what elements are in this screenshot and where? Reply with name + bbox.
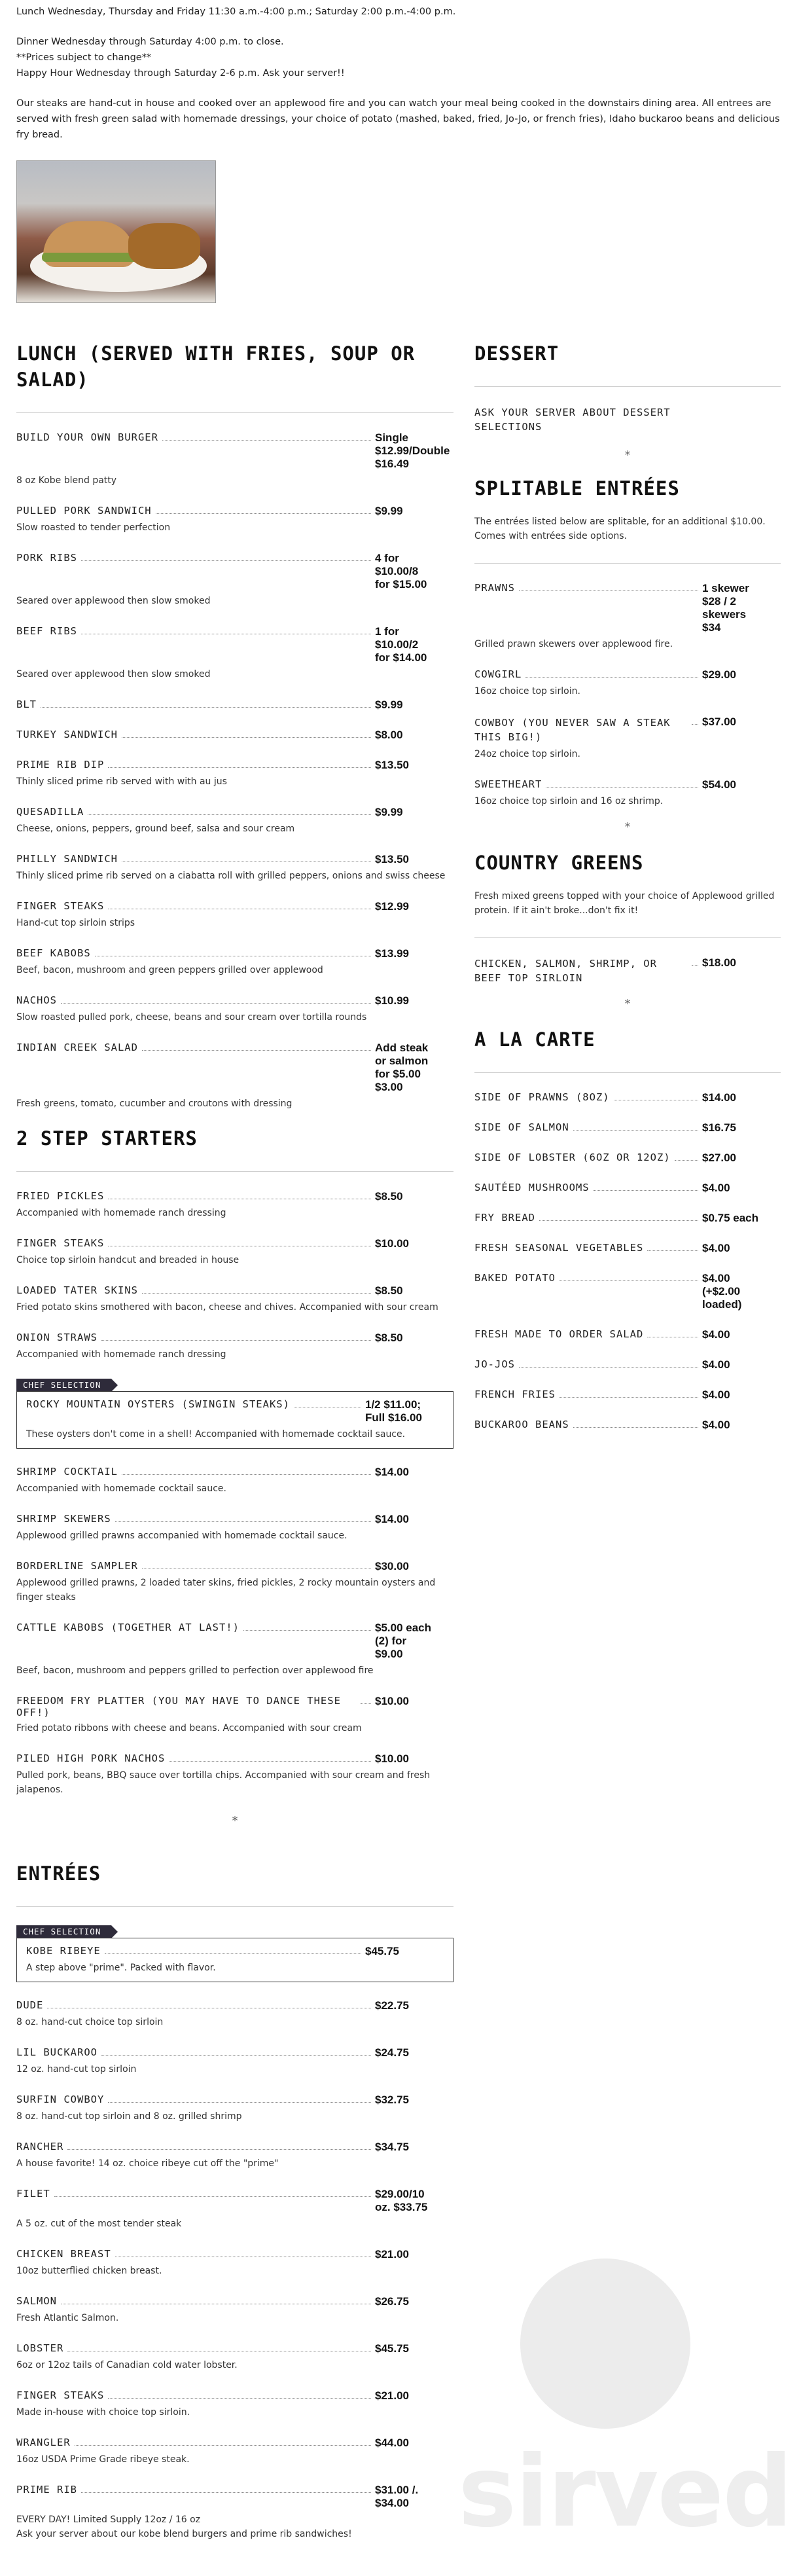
item-description: Choice top sirloin handcut and breaded in house xyxy=(16,1255,240,1265)
menu-item xyxy=(474,778,781,808)
menu-item xyxy=(16,806,453,836)
dessert-list xyxy=(474,405,781,434)
splitable-list xyxy=(474,582,781,808)
item-price: $5.00 each (2) for $9.00 xyxy=(375,1622,432,1660)
menu-item xyxy=(26,1398,444,1442)
dot-leader xyxy=(108,2389,371,2399)
dot-leader xyxy=(122,853,371,862)
dot-leader xyxy=(594,1182,698,1191)
item-description: Accompanied with homemade ranch dressing xyxy=(16,1208,226,1218)
item-description: These oysters don't come in a shell! Accompanied with homemade cocktail sauce. xyxy=(26,1429,406,1440)
item-name: BEEF KABOBS xyxy=(16,947,91,959)
item-price: 1/2 $11.00; Full $16.00 xyxy=(365,1398,422,1424)
item-name: ASK YOUR SERVER ABOUT DESSERT SELECTIONS xyxy=(474,407,671,433)
item-price: $32.75 xyxy=(375,2094,409,2106)
dot-leader xyxy=(108,900,371,909)
item-price: $14.00 xyxy=(375,1513,409,1525)
item-name: FRIED PICKLES xyxy=(16,1190,105,1202)
starters-list-before xyxy=(16,1190,453,1362)
item-name: KOBE RIBEYE xyxy=(26,1945,101,1957)
menu-item xyxy=(474,1272,781,1311)
item-name: JO-JOS xyxy=(474,1358,515,1370)
item-name: INDIAN CREEK SALAD xyxy=(16,1042,138,1053)
dot-leader xyxy=(81,2484,371,2493)
dot-leader xyxy=(54,2188,371,2197)
dot-leader xyxy=(692,716,698,725)
prices-note: **Prices subject to change** xyxy=(16,52,152,63)
item-price: Add steak or salmon for $5.00 $3.00 xyxy=(375,1042,429,1093)
item-name: SIDE OF SALMON xyxy=(474,1121,569,1133)
menu-item xyxy=(16,1560,453,1605)
dot-leader xyxy=(546,778,698,788)
menu-item xyxy=(16,2484,453,2541)
item-price: $4.00 xyxy=(702,1388,730,1401)
menu-item xyxy=(16,853,453,883)
item-name: FINGER STEAKS xyxy=(16,1237,105,1249)
item-price: $4.00 xyxy=(702,1182,730,1194)
chef-box xyxy=(16,1391,453,1449)
item-price: 4 for $10.00/8 for $15.00 xyxy=(375,552,427,590)
item-name: LOADED TATER SKINS xyxy=(16,1284,138,1296)
item-price: $4.00 xyxy=(702,1419,730,1431)
entrees-list xyxy=(16,1999,453,2541)
item-name: PRIME RIB xyxy=(16,2484,77,2495)
item-name: SAUTÉED MUSHROOMS xyxy=(474,1182,590,1193)
dot-leader xyxy=(108,759,371,768)
dot-leader xyxy=(525,668,698,678)
item-price: $14.00 xyxy=(375,1466,409,1478)
item-description: 24oz choice top sirloin. xyxy=(474,749,580,759)
item-description: 8 oz Kobe blend patty xyxy=(16,475,117,486)
menu-item xyxy=(16,1466,453,1496)
item-price: $16.75 xyxy=(702,1121,736,1134)
chef-box xyxy=(16,1938,453,1982)
item-price: $8.50 xyxy=(375,1190,403,1203)
item-description: Seared over applewood then slow smoked xyxy=(16,596,211,606)
item-description: 8 oz. hand-cut top sirloin and 8 oz. grilled shrimp xyxy=(16,2111,242,2122)
dot-leader xyxy=(692,956,698,966)
burger-photo xyxy=(16,160,216,303)
dot-leader xyxy=(61,2295,371,2304)
menu-item xyxy=(474,1121,781,1134)
item-price: $24.75 xyxy=(375,2046,409,2059)
menu-item xyxy=(16,2094,453,2124)
menu-item xyxy=(26,1945,444,1975)
right-column xyxy=(474,340,781,1449)
item-price: $13.50 xyxy=(375,853,409,865)
item-description: Made in-house with choice top sirloin. xyxy=(16,2407,190,2418)
chef-selection-tag: CHEF SELECTION xyxy=(16,1925,111,1938)
item-price: $29.00/10 oz. $33.75 xyxy=(375,2188,428,2213)
item-description: 16oz choice top sirloin. xyxy=(474,686,580,697)
dot-leader xyxy=(41,698,371,708)
item-price: $18.00 xyxy=(702,956,736,969)
item-price: $10.00 xyxy=(375,1237,409,1250)
item-name: BUILD YOUR OWN BURGER xyxy=(16,431,158,443)
item-name: LOBSTER xyxy=(16,2342,64,2354)
menu-item xyxy=(16,552,453,608)
item-name: SWEETHEART xyxy=(474,778,542,790)
item-name: FILET xyxy=(16,2188,50,2200)
dot-leader xyxy=(47,1999,371,2008)
item-name: PULLED PORK SANDWICH xyxy=(16,505,152,517)
dot-leader xyxy=(75,2437,371,2446)
menu-item xyxy=(16,1695,453,1735)
dot-leader xyxy=(122,729,371,738)
item-description: 10oz butterflied chicken breast. xyxy=(16,2266,162,2276)
lunch-hours: Lunch Wednesday, Thursday and Friday 11:30 a.m.-4:00 p.m.; Saturday 2:00 p.m.-4:00 p.m. xyxy=(16,7,456,17)
item-name: PILED HIGH PORK NACHOS xyxy=(16,1752,166,1764)
dot-leader xyxy=(559,1388,698,1398)
item-description: Beef, bacon, mushroom and peppers grilled to perfection over applewood fire xyxy=(16,1665,374,1676)
item-description: Thinly sliced prime rib served with with au jus xyxy=(16,776,227,787)
item-description: Applewood grilled prawns, 2 loaded tater skins, fried pickles, 2 rocky mountain oysters and finger steaks xyxy=(16,1578,436,1603)
menu-item xyxy=(474,1328,781,1341)
item-description: Accompanied with homemade ranch dressing xyxy=(16,1349,226,1360)
item-price: $4.00 xyxy=(702,1328,730,1341)
menu-item xyxy=(16,698,453,712)
menu-item xyxy=(474,716,781,761)
alacarte-title: A LA CARTE xyxy=(474,1028,595,1051)
item-name: CHICKEN, SALMON, SHRIMP, OR BEEF TOP SIRLOIN xyxy=(474,958,657,984)
item-name: SHRIMP SKEWERS xyxy=(16,1513,111,1525)
dot-leader xyxy=(519,1358,698,1368)
dot-leader xyxy=(539,1212,698,1221)
dot-leader xyxy=(573,1121,698,1131)
item-description: Slow roasted pulled pork, cheese, beans and sour cream over tortilla rounds xyxy=(16,1012,367,1023)
item-price: $10.99 xyxy=(375,994,409,1007)
item-price: $54.00 xyxy=(702,778,736,791)
item-name: LIL BUCKAROO xyxy=(16,2046,98,2058)
menu-item xyxy=(474,1242,781,1255)
item-name: COWBOY (YOU NEVER SAW A STEAK THIS BIG!) xyxy=(474,717,671,743)
item-name: PRIME RIB DIP xyxy=(16,759,105,771)
item-price: $9.99 xyxy=(375,505,403,517)
item-description: 16oz choice top sirloin and 16 oz shrimp. xyxy=(474,796,664,807)
item-price: $0.75 each xyxy=(702,1212,759,1224)
item-description: 8 oz. hand-cut choice top sirloin xyxy=(16,2017,164,2027)
dot-leader xyxy=(142,1560,371,1569)
menu-item xyxy=(16,2046,453,2077)
item-description: Fried potato ribbons with cheese and beans. Accompanied with sour cream xyxy=(16,1723,362,1733)
item-price: $8.50 xyxy=(375,1332,403,1344)
menu-item xyxy=(474,1152,781,1165)
dot-leader xyxy=(142,1284,371,1294)
item-name: BEEF RIBS xyxy=(16,625,77,637)
item-description: Slow roasted to tender perfection xyxy=(16,522,171,533)
item-description: A 5 oz. cut of the most tender steak xyxy=(16,2219,182,2229)
dot-leader xyxy=(88,806,371,815)
menu-item xyxy=(16,729,453,742)
menu-item xyxy=(16,1622,453,1678)
dot-leader xyxy=(675,1152,698,1161)
item-price: $21.00 xyxy=(375,2248,409,2260)
item-name: BUCKAROO BEANS xyxy=(474,1419,569,1430)
item-description: Applewood grilled prawns accompanied with homemade cocktail sauce. xyxy=(16,1531,347,1541)
section-divider-star: * xyxy=(624,448,631,462)
intro-text xyxy=(16,4,782,143)
item-description: 12 oz. hand-cut top sirloin xyxy=(16,2064,137,2075)
alacarte-list xyxy=(474,1091,781,1432)
greens-title: COUNTRY GREENS xyxy=(474,852,644,874)
splitable-title: SPLITABLE ENTRÉES xyxy=(474,477,680,499)
steak-blurb: Our steaks are hand-cut in house and cooked over an applewood fire and you can watch your meal being cooked in the downstairs dining area. All entrees are served with fresh green salad with homemade dressings, your choice of potato (mashed, baked, fried, Jo-Jo, or french fries), Idaho buckaroo beans and delicious fry bread. xyxy=(16,98,780,140)
menu-item xyxy=(474,1419,781,1432)
item-description: Fresh greens, tomato, cucumber and croutons with dressing xyxy=(16,1098,293,1109)
item-name: TURKEY SANDWICH xyxy=(16,729,118,740)
greens-note: Fresh mixed greens topped with your choice of Applewood grilled protein. If it ain't broke...don't fix it! xyxy=(474,891,775,916)
section-divider-star: * xyxy=(232,1814,238,1828)
dot-leader xyxy=(67,2342,371,2351)
dessert-title: DESSERT xyxy=(474,342,559,365)
dot-leader xyxy=(108,2094,371,2103)
menu-item xyxy=(16,1284,453,1315)
dot-leader xyxy=(81,625,371,634)
dot-leader xyxy=(361,1695,371,1704)
entrees-title: ENTRÉES xyxy=(16,1862,101,1885)
item-name: PRAWNS xyxy=(474,582,515,594)
item-description: A house favorite! 14 oz. choice ribeye cut off the "prime" xyxy=(16,2158,279,2169)
menu-item xyxy=(474,1091,781,1104)
item-price: $14.00 xyxy=(702,1091,736,1104)
dot-leader xyxy=(67,2141,371,2150)
item-price: $34.75 xyxy=(375,2141,409,2153)
item-name: SIDE OF PRAWNS (8OZ) xyxy=(474,1091,610,1103)
item-description: EVERY DAY! Limited Supply 12oz / 16 oz Ask your server about our kobe blend burgers and prime rib sandwiches! xyxy=(16,2514,352,2539)
menu-item xyxy=(16,900,453,930)
menu-item xyxy=(16,759,453,789)
menu-item xyxy=(474,668,781,698)
dot-leader xyxy=(169,1752,371,1762)
dot-leader xyxy=(122,1466,371,1475)
item-price: $4.00 xyxy=(702,1358,730,1371)
item-price: $30.00 xyxy=(375,1560,409,1572)
item-name: BLT xyxy=(16,698,37,710)
menu-item xyxy=(474,1358,781,1371)
item-name: FRY BREAD xyxy=(474,1212,535,1224)
item-description: Cheese, onions, peppers, ground beef, salsa and sour cream xyxy=(16,824,295,834)
section-divider-star: * xyxy=(624,997,631,1011)
item-price: $44.00 xyxy=(375,2437,409,2449)
item-name: BAKED POTATO xyxy=(474,1272,556,1284)
lunch-title: LUNCH (SERVED WITH FRIES, SOUP OR SALAD) xyxy=(16,342,416,391)
dot-leader xyxy=(105,1945,361,1954)
menu-item xyxy=(16,1237,453,1267)
item-description: 16oz USDA Prime Grade ribeye steak. xyxy=(16,2454,190,2465)
chef-item-list xyxy=(26,1945,444,1975)
item-name: PORK RIBS xyxy=(16,552,77,564)
item-price: $45.75 xyxy=(375,2342,409,2355)
chef-item-list xyxy=(26,1398,444,1442)
section-divider-star: * xyxy=(624,820,631,834)
item-price: $21.00 xyxy=(375,2389,409,2402)
menu-item xyxy=(16,2141,453,2171)
item-price: $22.75 xyxy=(375,1999,409,2012)
starters-title: 2 STEP STARTERS xyxy=(16,1127,198,1150)
menu-item xyxy=(474,1388,781,1402)
dot-leader xyxy=(95,947,371,956)
item-price: $9.99 xyxy=(375,698,403,711)
item-name: FINGER STEAKS xyxy=(16,2389,105,2401)
dot-leader xyxy=(115,1513,371,1522)
dot-leader xyxy=(61,994,371,1004)
item-price: $27.00 xyxy=(702,1152,736,1164)
item-name: FRESH SEASONAL VEGETABLES xyxy=(474,1242,644,1254)
menu-item xyxy=(16,2188,453,2231)
item-price: $4.00 (+$2.00 loaded) xyxy=(702,1272,742,1311)
dot-leader xyxy=(115,2248,371,2257)
item-name: QUESADILLA xyxy=(16,806,84,818)
lunch-list xyxy=(16,431,453,1111)
menu-item xyxy=(474,405,781,434)
item-name: SIDE OF LOBSTER (6OZ OR 12OZ) xyxy=(474,1152,671,1163)
dot-leader xyxy=(81,552,371,561)
item-price: $4.00 xyxy=(702,1242,730,1254)
dot-leader xyxy=(101,1332,371,1341)
watermark-wordmark: sirved xyxy=(458,2435,792,2549)
item-name: ROCKY MOUNTAIN OYSTERS (SWINGIN STEAKS) xyxy=(26,1398,290,1410)
item-description: Seared over applewood then slow smoked xyxy=(16,669,211,680)
item-name: DUDE xyxy=(16,1999,44,2011)
menu-item xyxy=(16,2437,453,2467)
starters-list-after xyxy=(16,1466,453,1797)
menu-item xyxy=(16,2342,453,2372)
item-price: $31.00 /. $34.00 xyxy=(375,2484,419,2509)
menu-item xyxy=(16,994,453,1025)
item-description: Beef, bacon, mushroom and green peppers grilled over applewood xyxy=(16,965,323,975)
item-price: Single $12.99/Double $16.49 xyxy=(375,431,450,470)
item-name: SALMON xyxy=(16,2295,57,2307)
item-description: A step above "prime". Packed with flavor. xyxy=(26,1963,216,1973)
menu-item xyxy=(16,1190,453,1220)
greens-list xyxy=(474,956,781,985)
dot-leader xyxy=(108,1237,371,1246)
sirved-watermark xyxy=(458,2239,792,2553)
menu-item xyxy=(16,1332,453,1362)
item-price: $45.75 xyxy=(365,1945,399,1957)
dot-leader xyxy=(519,582,698,591)
item-name: WRANGLER xyxy=(16,2437,71,2448)
item-name: SHRIMP COCKTAIL xyxy=(16,1466,118,1478)
happy-hour: Happy Hour Wednesday through Saturday 2-6 p.m. Ask your server!! xyxy=(16,68,345,79)
menu-item xyxy=(474,582,781,651)
menu-item xyxy=(16,625,453,681)
menu-item xyxy=(474,1212,781,1225)
item-price: $29.00 xyxy=(702,668,736,681)
menu-item xyxy=(16,431,453,488)
item-price: $8.00 xyxy=(375,729,403,741)
menu-item xyxy=(16,1999,453,2029)
item-price: $9.99 xyxy=(375,806,403,818)
menu-item xyxy=(16,1513,453,1543)
dot-leader xyxy=(647,1242,698,1251)
chef-selection-tag: CHEF SELECTION xyxy=(16,1379,111,1391)
item-price: $26.75 xyxy=(375,2295,409,2308)
item-price: $37.00 xyxy=(702,716,736,728)
dot-leader xyxy=(108,1190,371,1199)
menu-item xyxy=(16,2295,453,2325)
item-price: 1 skewer $28 / 2 skewers $34 xyxy=(702,582,749,634)
menu-item xyxy=(16,1042,453,1111)
menu-item xyxy=(16,2248,453,2278)
item-price: $8.50 xyxy=(375,1284,403,1297)
entrees-chef-selection xyxy=(16,1925,453,1982)
menu-item xyxy=(16,505,453,535)
item-price: $10.00 xyxy=(375,1752,409,1765)
menu-item xyxy=(16,1752,453,1797)
item-description: Hand-cut top sirloin strips xyxy=(16,918,135,928)
item-name: RANCHER xyxy=(16,2141,64,2152)
item-price: $13.99 xyxy=(375,947,409,960)
menu-item xyxy=(474,1182,781,1195)
item-price: $12.99 xyxy=(375,900,409,913)
item-name: CHICKEN BREAST xyxy=(16,2248,111,2260)
item-price: 1 for $10.00/2 for $14.00 xyxy=(375,625,427,664)
item-name: FINGER STEAKS xyxy=(16,900,105,912)
dot-leader xyxy=(647,1328,698,1337)
dot-leader xyxy=(156,505,371,514)
dot-leader xyxy=(101,2046,371,2056)
dot-leader xyxy=(614,1091,698,1100)
dot-leader xyxy=(142,1042,371,1051)
dinner-hours: Dinner Wednesday through Saturday 4:00 p.m. to close. xyxy=(16,37,284,47)
item-name: ONION STRAWS xyxy=(16,1332,98,1343)
item-name: PHILLY SANDWICH xyxy=(16,853,118,865)
menu-item xyxy=(16,947,453,977)
item-name: FRESH MADE TO ORDER SALAD xyxy=(474,1328,644,1340)
item-name: CATTLE KABOBS (TOGETHER AT LAST!) xyxy=(16,1622,240,1633)
dot-leader xyxy=(243,1622,371,1631)
item-name: SURFIN COWBOY xyxy=(16,2094,105,2105)
item-description: 6oz or 12oz tails of Canadian cold water lobster. xyxy=(16,2360,238,2370)
menu-item xyxy=(16,2389,453,2420)
item-description: Fried potato skins smothered with bacon, cheese and chives. Accompanied with sour cream xyxy=(16,1302,438,1313)
dot-leader xyxy=(573,1419,698,1428)
item-price: $10.00 xyxy=(375,1695,409,1707)
item-name: BORDERLINE SAMPLER xyxy=(16,1560,138,1572)
left-column xyxy=(16,340,453,2558)
splitable-note: The entrées listed below are splitable, for an additional $10.00. Comes with entrées side options. xyxy=(474,517,766,541)
item-description: Pulled pork, beans, BBQ sauce over tortilla chips. Accompanied with sour cream and fresh jalapenos. xyxy=(16,1770,431,1795)
dot-leader xyxy=(294,1398,361,1407)
item-name: NACHOS xyxy=(16,994,57,1006)
dot-leader xyxy=(559,1272,698,1281)
menu-item xyxy=(474,956,781,985)
item-name: COWGIRL xyxy=(474,668,522,680)
item-description: Fresh Atlantic Salmon. xyxy=(16,2313,119,2323)
item-description: Accompanied with homemade cocktail sauce. xyxy=(16,1483,226,1494)
item-description: Thinly sliced prime rib served on a ciabatta roll with grilled peppers, onions and swiss cheese xyxy=(16,871,446,881)
starters-chef-selection xyxy=(16,1379,453,1449)
fork-spoon-icon xyxy=(520,2259,690,2429)
item-description: Grilled prawn skewers over applewood fire. xyxy=(474,639,673,649)
item-name: FREEDOM FRY PLATTER (YOU MAY HAVE TO DANCE THESE OFF!) xyxy=(16,1695,341,1718)
item-price: $13.50 xyxy=(375,759,409,771)
dot-leader xyxy=(162,431,371,441)
item-name: FRENCH FRIES xyxy=(474,1388,556,1400)
